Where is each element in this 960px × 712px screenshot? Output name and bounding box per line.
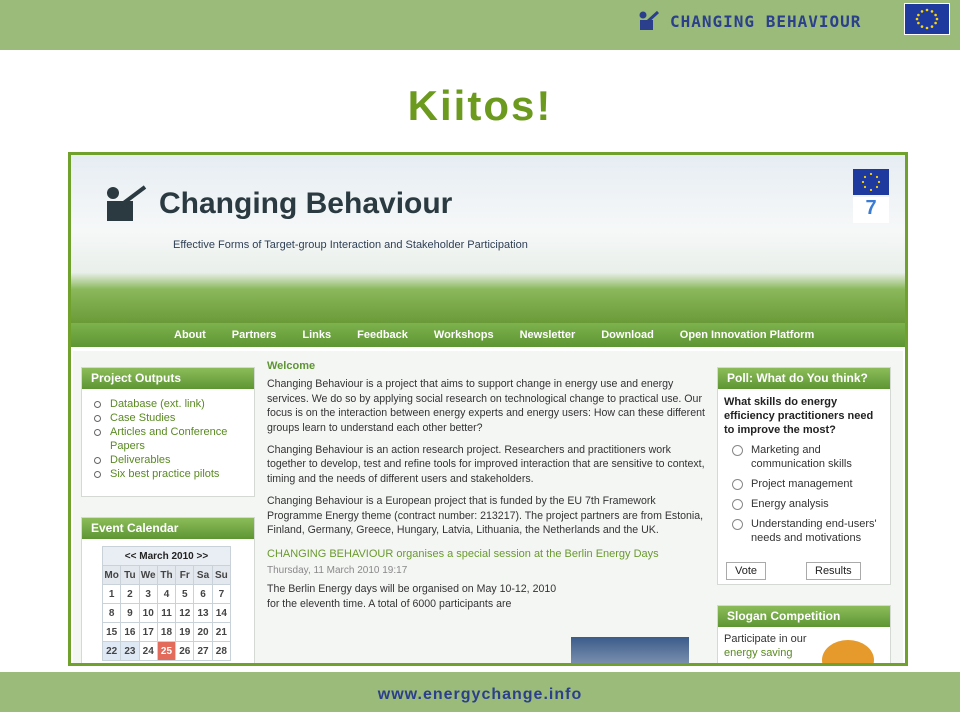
news-date: Thursday, 11 March 2010 19:17 xyxy=(267,564,408,576)
calendar-day[interactable]: 18 xyxy=(157,623,175,642)
poll-option-label: Energy analysis xyxy=(751,498,829,510)
weekday: Su xyxy=(212,566,230,585)
nav-workshops[interactable]: Workshops xyxy=(433,329,494,341)
output-pilots-link[interactable]: Six best practice pilots xyxy=(94,467,254,481)
calendar-day[interactable]: 19 xyxy=(176,623,194,642)
slogan-link[interactable]: energy saving xyxy=(724,647,793,659)
calendar-month-nav[interactable]: << March 2010 >> xyxy=(103,547,231,566)
vote-button[interactable]: Vote xyxy=(726,562,766,580)
calendar-day-today[interactable]: 25 xyxy=(157,642,175,661)
brand xyxy=(638,8,861,34)
project-outputs-list xyxy=(82,389,254,481)
calendar-day[interactable]: 22 xyxy=(103,642,121,661)
slogan-text: Participate in our xyxy=(724,633,807,645)
site-nav xyxy=(71,323,905,347)
project-outputs-box xyxy=(81,367,255,497)
nav-download[interactable]: Download xyxy=(601,329,654,341)
poll-option-label: Project management xyxy=(751,478,853,490)
poll-option-label: Marketing and communication skills xyxy=(751,444,852,470)
main-content xyxy=(263,351,711,619)
weekday: Fr xyxy=(176,566,194,585)
eu-logo-icon xyxy=(853,169,889,195)
radio-icon[interactable] xyxy=(732,445,743,456)
calendar-day[interactable]: 21 xyxy=(212,623,230,642)
radio-icon[interactable] xyxy=(732,499,743,510)
poll-box xyxy=(717,367,891,585)
site-logo[interactable] xyxy=(105,185,452,223)
changing-behaviour-logo-icon xyxy=(638,10,660,32)
website-screenshot xyxy=(68,152,908,666)
brand-text: CHANGING BEHAVIOUR xyxy=(670,11,862,31)
nav-feedback[interactable]: Feedback xyxy=(357,329,408,341)
fp7-logo-icon: 7 xyxy=(853,197,889,223)
weekday: We xyxy=(139,566,157,585)
calendar-day[interactable]: 8 xyxy=(103,604,121,623)
nav-newsletter[interactable]: Newsletter xyxy=(519,329,576,341)
site-header xyxy=(71,155,905,323)
nav-about[interactable]: About xyxy=(174,329,206,341)
calendar-day[interactable]: 10 xyxy=(139,604,157,623)
welcome-paragraph: Changing Behaviour is a project that aims to support change in energy use and energy services. We do so by applying social research on technological change to practical use. Our focus is on the interaction between energy experts and energy users: How can these different groups learn to understand each other better? xyxy=(267,378,705,434)
weekday: Mo xyxy=(103,566,121,585)
poll-question: What skills do energy efficiency practitioners need to improve the most? xyxy=(724,396,874,436)
weekday: Sa xyxy=(194,566,212,585)
project-outputs-heading: Project Outputs xyxy=(82,368,254,389)
weekday: Th xyxy=(157,566,175,585)
calendar-day[interactable]: 24 xyxy=(139,642,157,661)
calendar-day[interactable]: 6 xyxy=(194,585,212,604)
calendar-day[interactable]: 4 xyxy=(157,585,175,604)
weekday: Tu xyxy=(121,566,139,585)
calendar-day[interactable]: 17 xyxy=(139,623,157,642)
event-calendar-box xyxy=(81,517,255,666)
slide-title: Kiitos! xyxy=(407,82,553,129)
slogan-box xyxy=(717,605,891,666)
poll-option[interactable] xyxy=(718,441,890,475)
slogan-heading: Slogan Competition xyxy=(718,606,890,627)
poll-option[interactable] xyxy=(718,475,890,495)
calendar-day[interactable]: 5 xyxy=(176,585,194,604)
welcome-paragraph: Changing Behaviour is a European project that is funded by the EU 7th Framework Programme Energy theme (contract number: 213217). The project partners are from Estonia, Finland, Germany, Greece, Hungary, Latvia, Lithuania, the Netherlands and the UK. xyxy=(267,495,704,537)
poll-option-label: Understanding end-users' needs and motivations xyxy=(751,518,877,544)
welcome-paragraph: Changing Behaviour is an action research project. Researchers and practitioners work together to develop, test and refine tools for improved interaction that are sensitive to context, timing and the needs of different users and stakeholders. xyxy=(267,444,705,485)
output-deliverables-link[interactable]: Deliverables xyxy=(94,453,254,467)
calendar-day[interactable]: 20 xyxy=(194,623,212,642)
news-image xyxy=(571,637,689,666)
event-calendar-heading: Event Calendar xyxy=(82,518,254,539)
calendar-day[interactable]: 16 xyxy=(121,623,139,642)
nav-partners[interactable]: Partners xyxy=(231,329,277,341)
radio-icon[interactable] xyxy=(732,479,743,490)
calendar-day[interactable]: 14 xyxy=(212,604,230,623)
poll-option[interactable] xyxy=(718,495,890,515)
output-articles-link[interactable]: Articles and Conference Papers xyxy=(94,425,254,453)
calendar-table xyxy=(102,546,231,661)
calendar-day[interactable]: 2 xyxy=(121,585,139,604)
site-tagline: Effective Forms of Target-group Interaction and Stakeholder Participation xyxy=(173,239,528,251)
calendar-day[interactable]: 3 xyxy=(139,585,157,604)
poll-option[interactable] xyxy=(718,515,890,549)
nav-open-innovation[interactable]: Open Innovation Platform xyxy=(679,329,815,341)
calendar-day[interactable]: 1 xyxy=(103,585,121,604)
news-title-link[interactable]: CHANGING BEHAVIOUR organises a special session at the Berlin Energy Days xyxy=(267,548,659,561)
site-body xyxy=(73,351,903,666)
footer-url[interactable]: www.energychange.info xyxy=(377,686,583,703)
eu-flag-icon xyxy=(904,3,950,35)
calendar-day[interactable]: 12 xyxy=(176,604,194,623)
calendar-day[interactable]: 11 xyxy=(157,604,175,623)
output-case-studies-link[interactable]: Case Studies xyxy=(94,411,254,425)
calendar-day[interactable]: 9 xyxy=(121,604,139,623)
calendar-day[interactable]: 7 xyxy=(212,585,230,604)
output-database-link[interactable]: Database (ext. link) xyxy=(94,397,254,411)
results-button[interactable]: Results xyxy=(806,562,861,580)
calendar-day[interactable]: 13 xyxy=(194,604,212,623)
calendar-day[interactable]: 26 xyxy=(176,642,194,661)
radio-icon[interactable] xyxy=(732,519,743,530)
calendar-day[interactable]: 28 xyxy=(212,642,230,661)
calendar-day[interactable]: 27 xyxy=(194,642,212,661)
site-logo-icon xyxy=(105,185,147,223)
calendar-day[interactable]: 15 xyxy=(103,623,121,642)
site-title: Changing Behaviour xyxy=(159,187,453,220)
poll-heading: Poll: What do You think? xyxy=(718,368,890,389)
calendar-day[interactable]: 23 xyxy=(121,642,139,661)
news-text: The Berlin Energy days will be organised on May 10-12, 2010 for the eleventh time. A total of 6000 participants are xyxy=(267,583,557,610)
welcome-heading: Welcome xyxy=(267,360,316,372)
nav-links[interactable]: Links xyxy=(302,329,332,341)
